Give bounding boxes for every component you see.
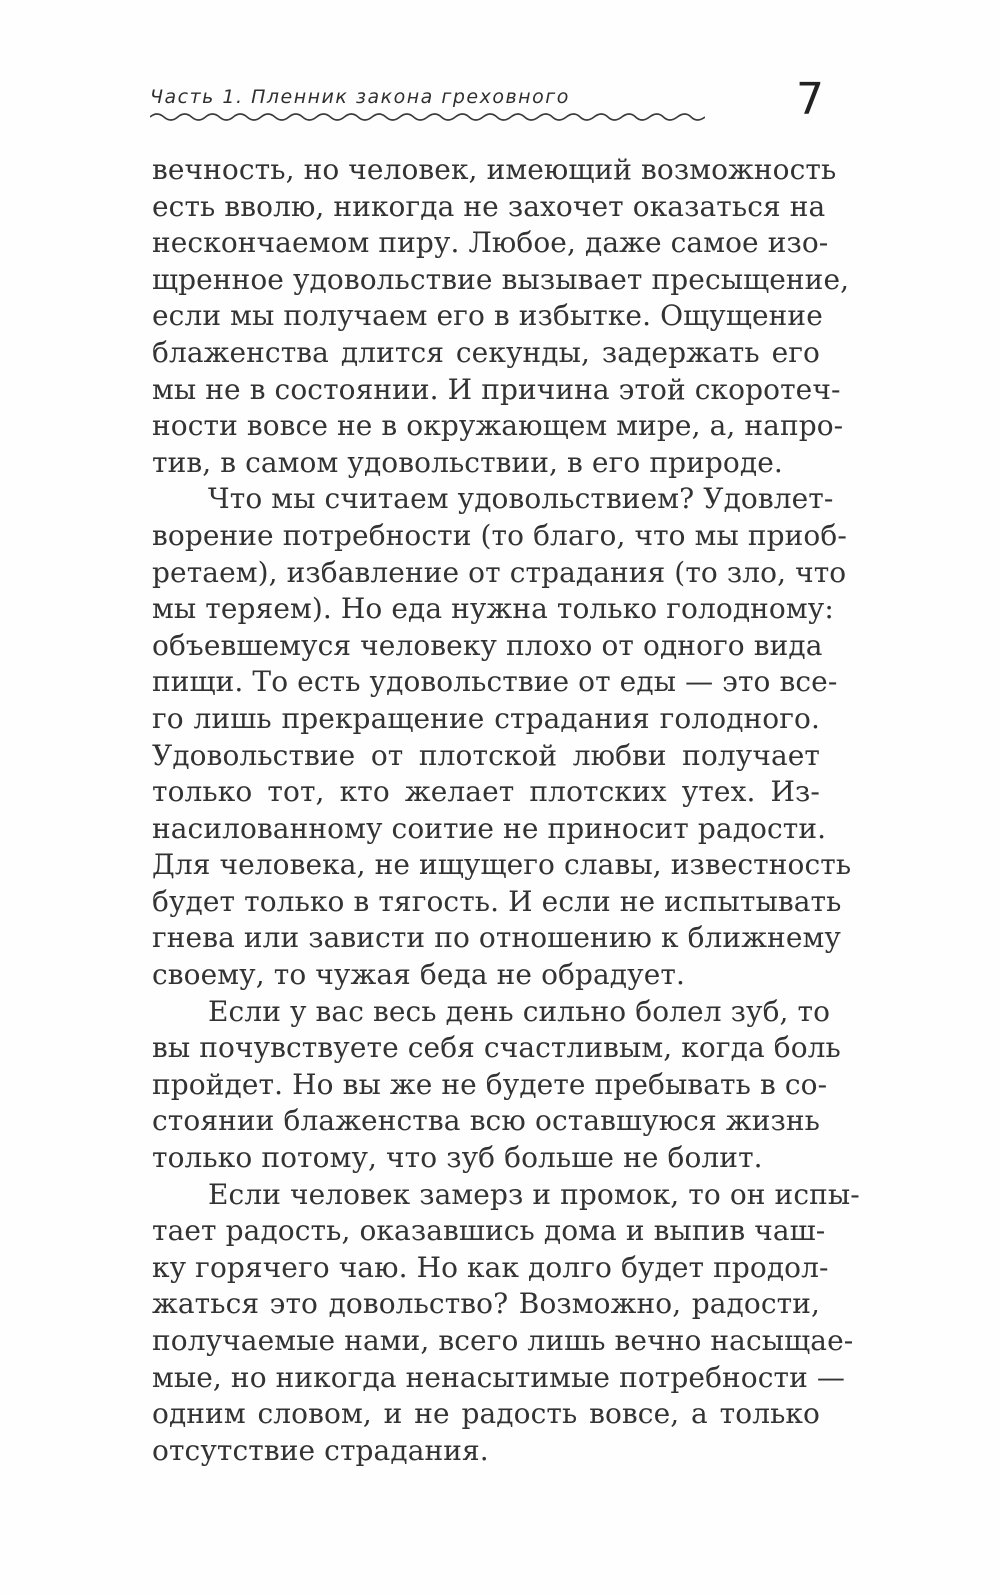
text-line: вы почувствуете себя счастливым, когда боль <box>152 1031 841 1065</box>
text-line: тив, в самом удовольствии, в его природе. <box>152 445 783 479</box>
text-line: мы теряем). Но еда нужна только голодному: <box>152 592 834 626</box>
text-line: блаженства длится секунды, задержать его <box>152 335 820 369</box>
text-line: если мы получаем его в избытке. Ощущение <box>152 299 823 333</box>
text-line: Что мы считаем удовольствием? Удовлет- <box>208 482 834 516</box>
text-line: Если человек замерз и промок, то он испы- <box>208 1177 860 1211</box>
text-line: Удовольствие от плотской любви получает <box>152 738 820 772</box>
text-line: получаемые нами, всего лишь вечно насыщае- <box>152 1324 854 1357</box>
text-line: одним словом, и не радость вовсе, а только <box>152 1397 820 1431</box>
text-line: тает радость, оказавшись дома и выпив чаш- <box>152 1214 826 1248</box>
paragraph-4 <box>152 1177 860 1470</box>
text-line: мые, но никогда ненасытимые потребности — <box>152 1360 845 1394</box>
text-line: объевшемуся человеку плохо от одного вида <box>152 628 823 662</box>
body-text <box>152 152 860 1469</box>
text-line: только тот, кто желает плотских утех. Из- <box>152 775 820 809</box>
text-line: Если у вас весь день сильно болел зуб, то <box>208 994 831 1028</box>
text-line: стоянии блаженства всю оставшуюся жизнь <box>152 1104 820 1138</box>
running-title: Часть 1. Пленник закона греховного <box>150 86 570 108</box>
text-line: го лишь прекращение страдания голодного. <box>152 701 820 735</box>
text-line: вечность, но человек, имеющий возможность <box>152 153 837 186</box>
wavy-rule <box>150 110 705 124</box>
running-head <box>150 74 850 140</box>
text-line: нескончаемом пиру. Любое, даже самое изо- <box>152 226 829 260</box>
text-line: жаться это довольство? Возможно, радости, <box>152 1287 820 1321</box>
text-line: мы не в состоянии. И причина этой скоротеч- <box>152 372 841 406</box>
paragraph-2 <box>152 481 852 993</box>
text-line: ности вовсе не в окружающем мире, а, напро- <box>152 409 844 443</box>
text-line: только потому, что зуб больше не болит. <box>152 1141 763 1175</box>
text-line: есть вволю, никогда не захочет оказаться на <box>152 189 826 223</box>
text-line: ку горячего чаю. Но как долго будет продол- <box>152 1250 829 1284</box>
text-line: Для человека, не ищущего славы, известность <box>152 848 852 882</box>
text-line: ворение потребности (то благо, что мы приоб- <box>152 518 847 552</box>
text-line: своему, то чужая беда не обрадует. <box>152 958 685 992</box>
text-line: ретаем), избавление от страдания (то зло, что <box>152 555 847 589</box>
text-line: отсутствие страдания. <box>152 1433 489 1467</box>
text-line: щренное удовольствие вызывает пресыщение, <box>152 262 850 296</box>
paragraph-3 <box>152 994 841 1177</box>
text-line: пройдет. Но вы же не будете пребывать в со- <box>152 1067 828 1101</box>
text-line: насилованному соитие не приносит радости. <box>152 811 827 845</box>
page-number: 7 <box>796 74 824 125</box>
text-line: гнева или зависти по отношению к ближнему <box>152 921 841 955</box>
paragraph-1 <box>152 152 850 481</box>
text-line: будет только в тягость. И если не испытывать <box>152 884 842 918</box>
text-line: пищи. То есть удовольствие от еды — это все- <box>152 665 838 699</box>
